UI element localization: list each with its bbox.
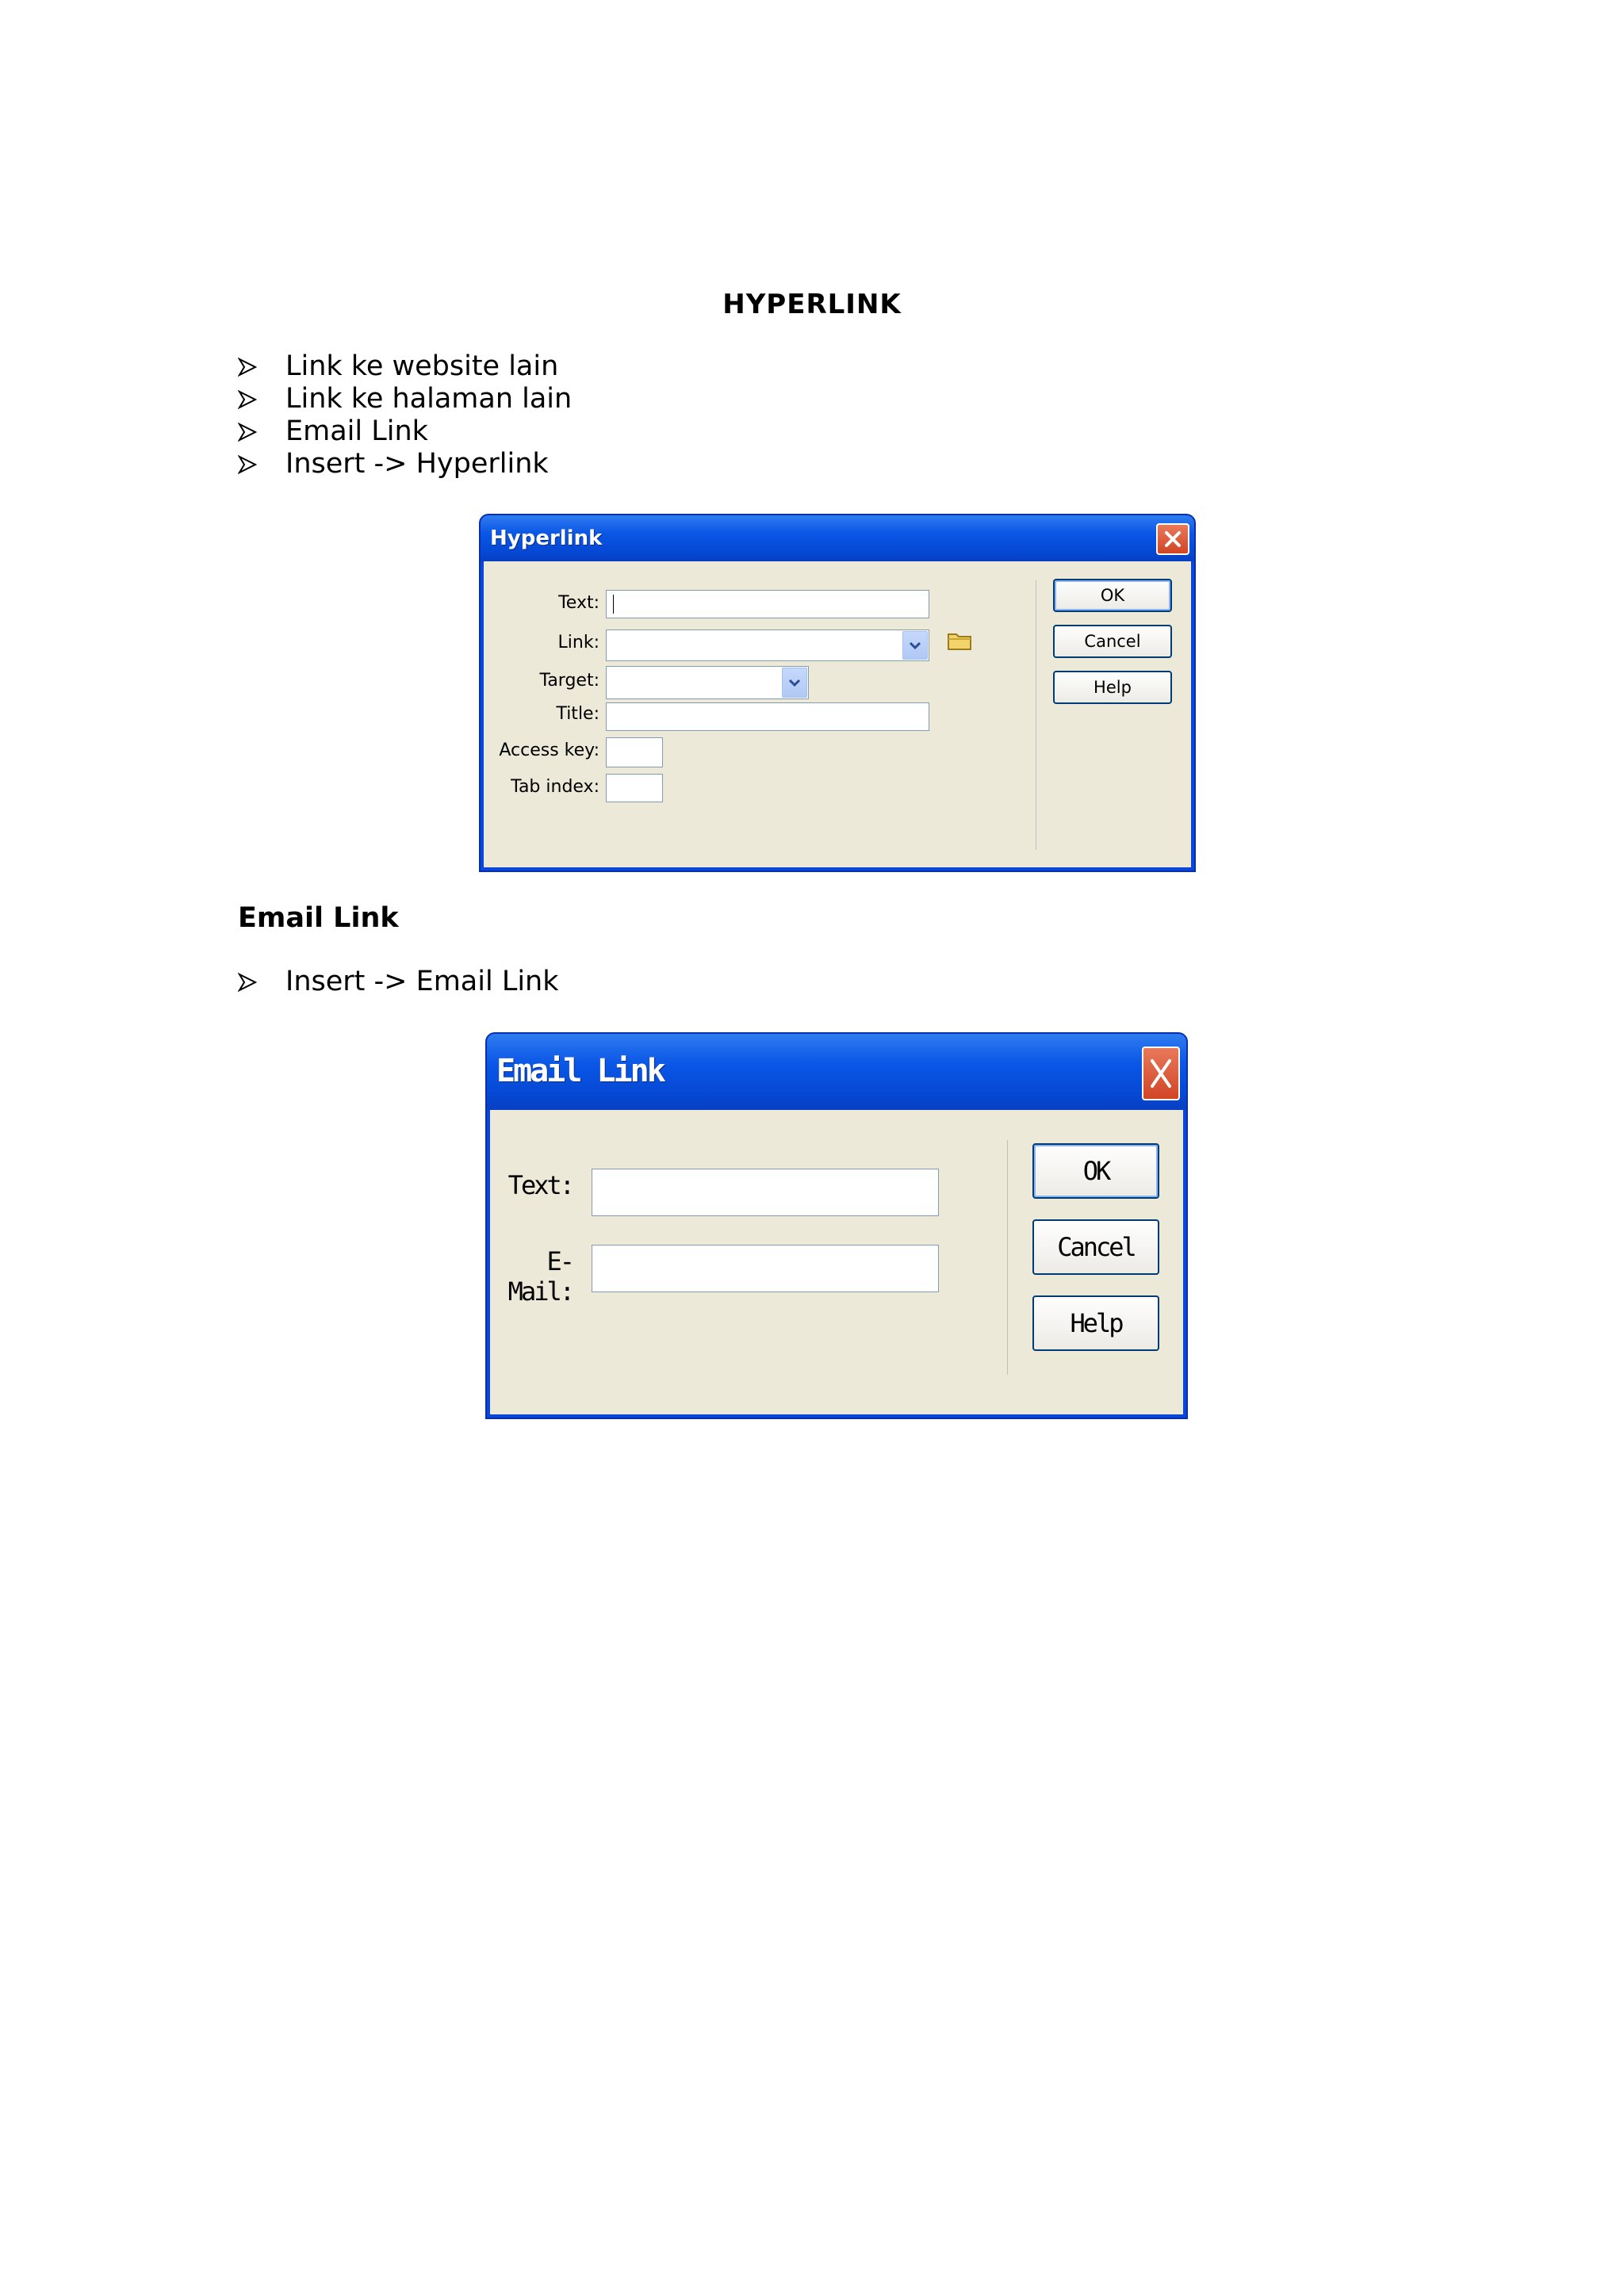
hyperlink-dialog-title: Hyperlink: [490, 526, 603, 550]
close-button[interactable]: [1142, 1047, 1180, 1100]
access-key-input[interactable]: [606, 737, 663, 767]
ok-button[interactable]: OK: [1053, 579, 1172, 612]
hyperlink-dialog-body: [484, 561, 1191, 867]
link-label: Link:: [557, 633, 599, 652]
arrow-bullet-icon: [238, 973, 285, 992]
arrow-bullet-icon: [238, 358, 285, 377]
cancel-button[interactable]: Cancel: [1053, 625, 1172, 658]
list-item-label: Link ke website lain: [285, 350, 559, 382]
dialog-separator: [1007, 1140, 1009, 1375]
help-button[interactable]: Help: [1032, 1295, 1159, 1351]
link-dropdown-button[interactable]: [902, 631, 928, 660]
tab-index-input[interactable]: [606, 774, 663, 802]
list-item-label: Insert -> Email Link: [285, 966, 559, 997]
close-icon: [1164, 530, 1182, 548]
title-label: Title:: [556, 704, 599, 724]
cancel-button[interactable]: Cancel: [1032, 1219, 1159, 1275]
email-link-dialog-body: [490, 1110, 1183, 1414]
bullet-list: [238, 350, 572, 480]
close-icon: [1149, 1058, 1173, 1089]
email-link-dialog: [485, 1032, 1188, 1419]
list-item: [238, 448, 572, 480]
folder-icon[interactable]: [947, 629, 972, 652]
target-combo[interactable]: [606, 666, 809, 699]
arrow-bullet-icon: [238, 455, 285, 474]
text-caret: [613, 595, 614, 614]
help-button[interactable]: Help: [1053, 671, 1172, 704]
section-heading: Email Link: [238, 902, 399, 934]
access-key-label: Access key:: [499, 740, 599, 760]
text-input[interactable]: [592, 1169, 939, 1216]
email-input[interactable]: [592, 1245, 939, 1292]
ok-button[interactable]: OK: [1032, 1143, 1159, 1199]
target-dropdown-button[interactable]: [782, 668, 807, 698]
arrow-bullet-icon: [238, 390, 285, 409]
close-button[interactable]: [1156, 523, 1189, 555]
tab-index-label: Tab index:: [511, 777, 599, 797]
link-combo[interactable]: [606, 629, 929, 661]
text-label: Text:: [558, 593, 599, 613]
email-link-dialog-title: Email Link: [496, 1053, 664, 1089]
text-label: Text:: [508, 1170, 573, 1200]
list-item: [238, 350, 572, 383]
dialog-separator: [1036, 580, 1037, 850]
hyperlink-dialog: [479, 514, 1196, 872]
email-label: E-Mail:: [508, 1246, 573, 1307]
chevron-down-icon: [788, 678, 801, 687]
list-item: [238, 966, 559, 998]
page-title: HYPERLINK: [722, 289, 902, 320]
bullet-list-2: [238, 966, 559, 998]
list-item: [238, 383, 572, 415]
list-item-label: Insert -> Hyperlink: [285, 448, 549, 480]
list-item-label: Link ke halaman lain: [285, 383, 573, 415]
arrow-bullet-icon: [238, 423, 285, 442]
list-item-label: Email Link: [285, 415, 428, 447]
title-input[interactable]: [606, 702, 929, 731]
text-input[interactable]: [606, 590, 929, 618]
target-label: Target:: [539, 671, 599, 691]
chevron-down-icon: [909, 641, 921, 650]
list-item: [238, 415, 572, 448]
